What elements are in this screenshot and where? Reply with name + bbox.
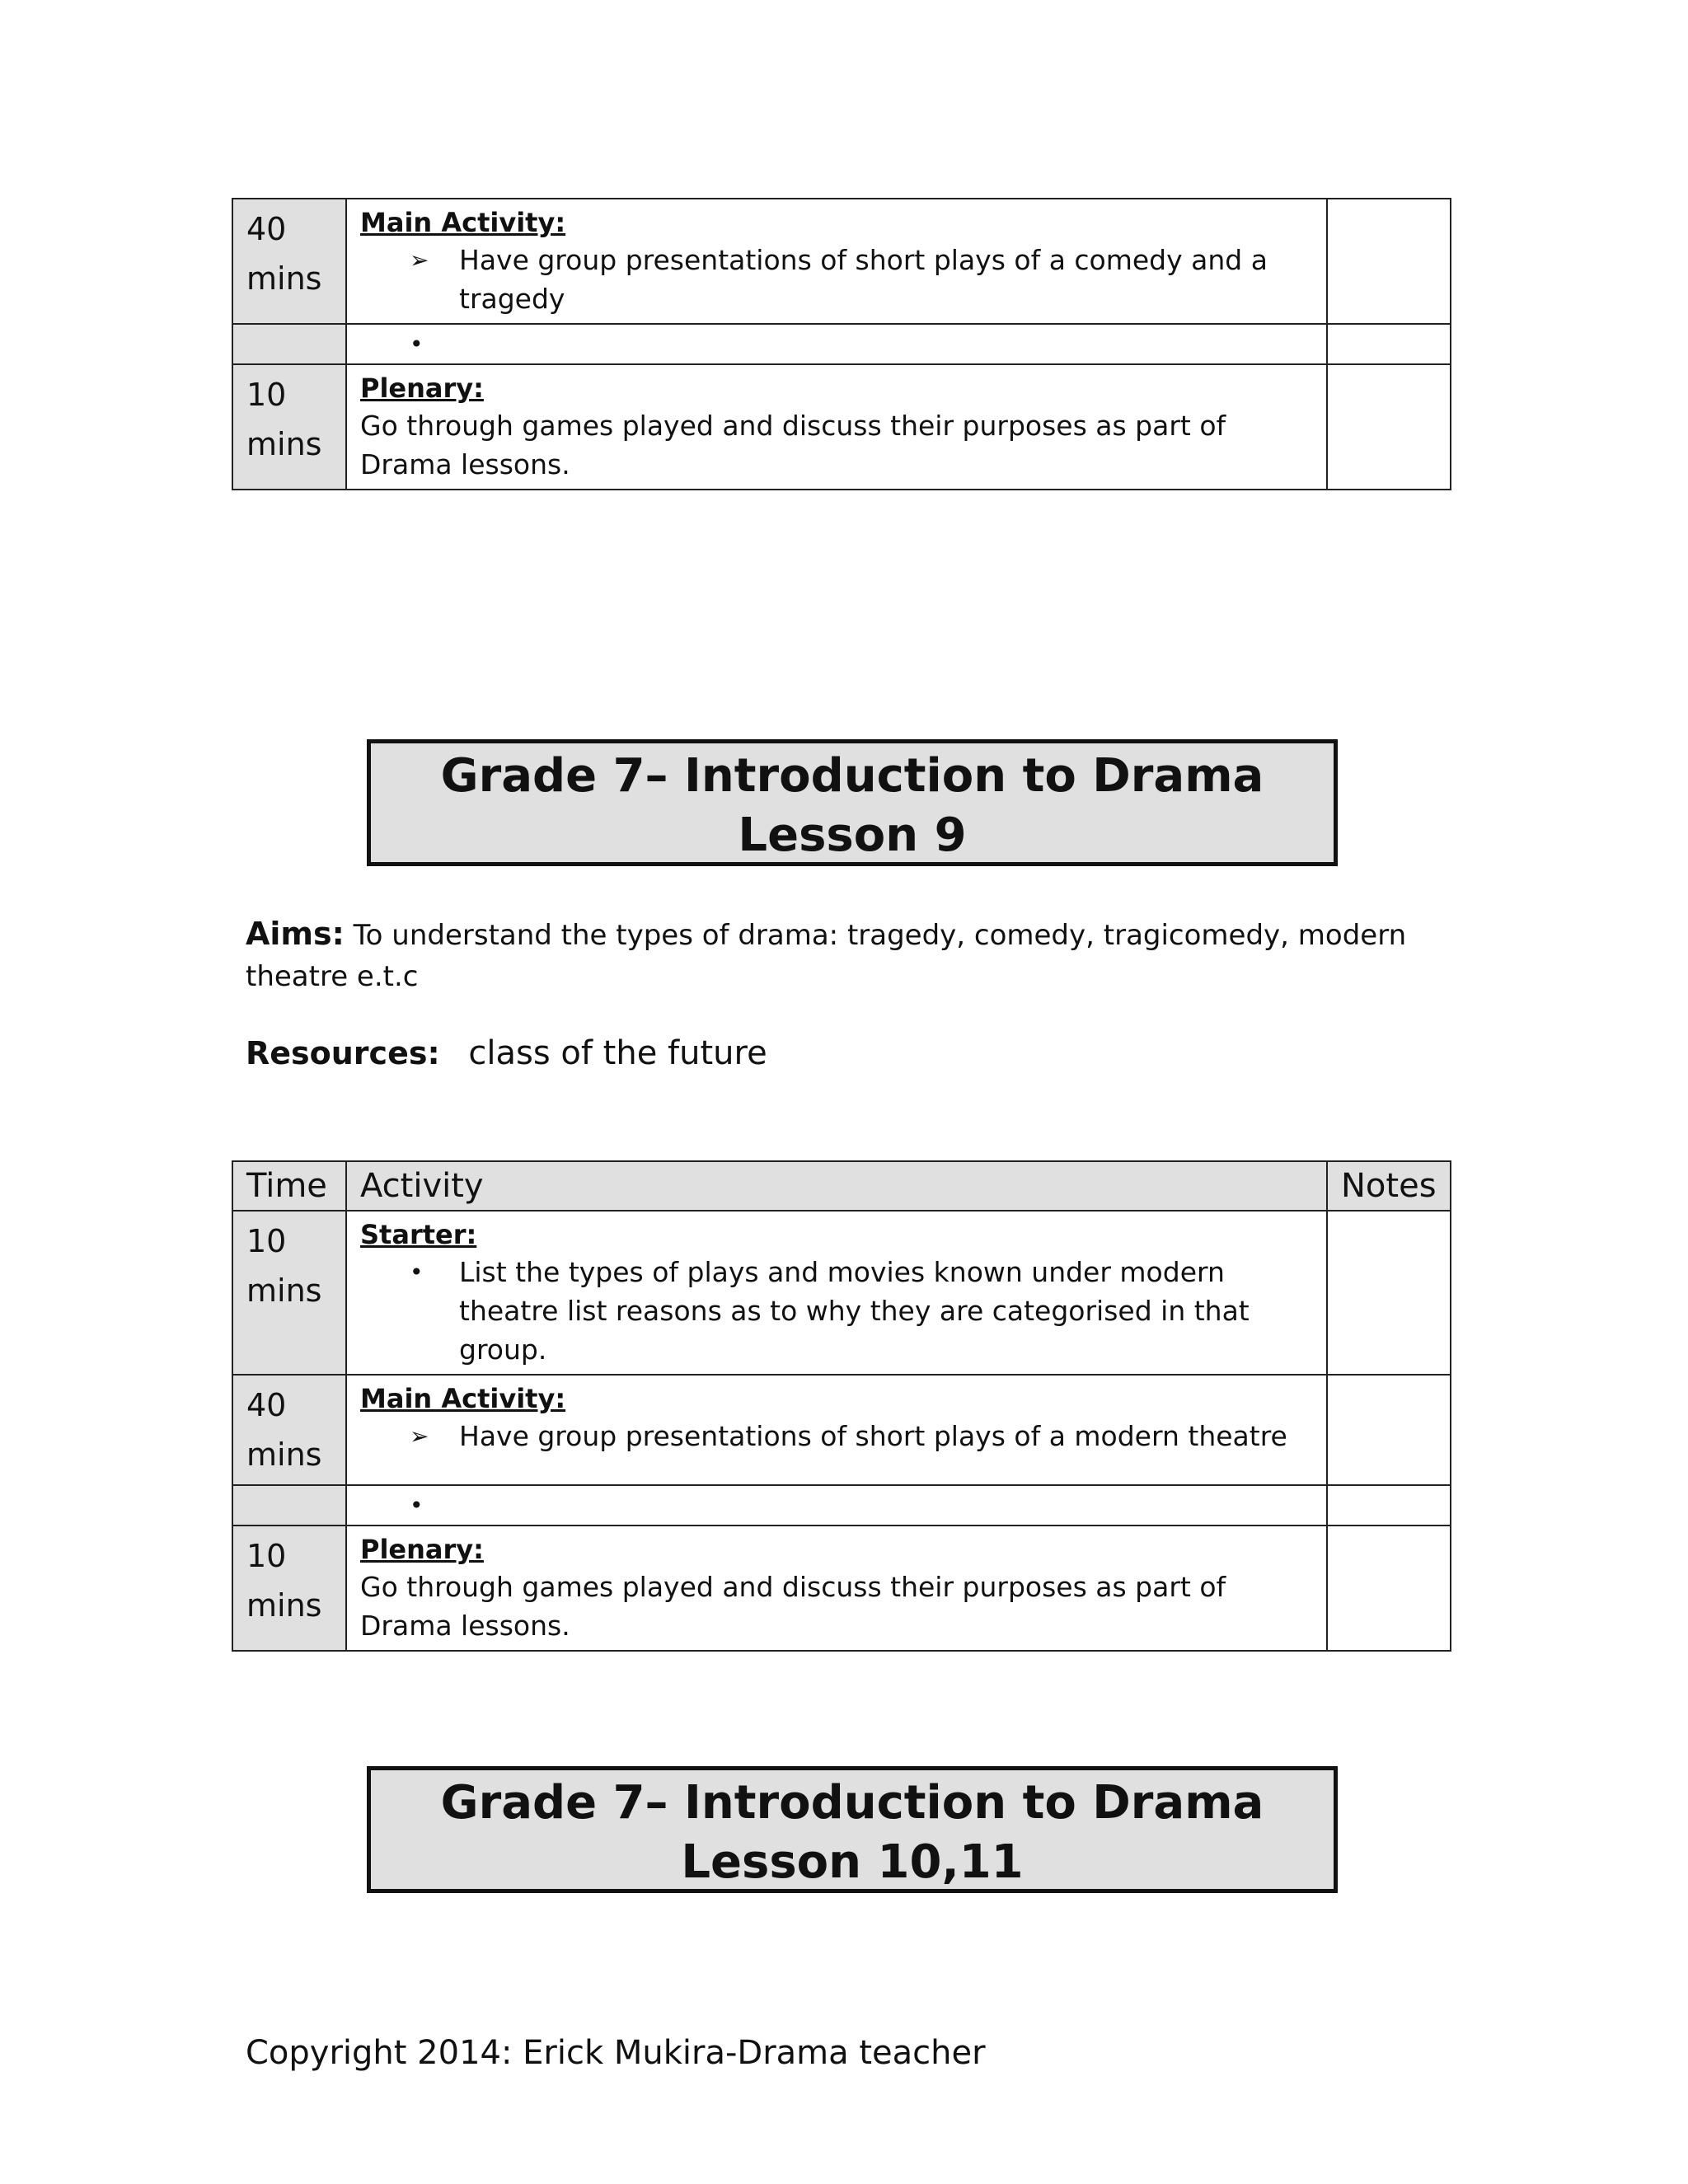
- time-cell: [232, 199, 346, 324]
- activity-cell: [346, 199, 1327, 324]
- copyright-footer: Copyright 2014: Erick Mukira-Drama teacher: [246, 2034, 986, 2072]
- activity-text: Go through games played and discuss their purposes as part of Drama lessons.: [360, 410, 1226, 480]
- notes-cell: [1327, 1526, 1451, 1651]
- time-cell: [232, 1211, 346, 1375]
- time-unit: mins: [246, 260, 322, 297]
- column-header: Activity: [346, 1161, 1327, 1211]
- list-item: [410, 1253, 1313, 1369]
- activity-heading: Main Activity:: [360, 207, 566, 238]
- lesson10-number: Lesson 10,11: [681, 1835, 1024, 1889]
- time-cell: [232, 324, 346, 364]
- notes-cell: [1327, 324, 1451, 364]
- table-row: [232, 1375, 1451, 1485]
- notes-cell: [1327, 199, 1451, 324]
- time-value: 10: [246, 377, 287, 413]
- aims-text: To understand the types of drama: tragedy, comedy, tragicomedy, modern theatre e.t.c: [246, 919, 1407, 993]
- list-item-text: Have group presentations of short plays of a modern theatre: [459, 1420, 1287, 1452]
- lesson9-title: Grade 7– Introduction to Drama: [440, 749, 1264, 803]
- list-item-text: List the types of plays and movies known under modern theatre list reasons as to why they are categorised in that group.: [459, 1256, 1250, 1366]
- table-row: [232, 324, 1451, 364]
- time-value: 40: [246, 1387, 287, 1423]
- list-item: [410, 325, 1313, 363]
- time-value: 10: [246, 1538, 287, 1574]
- activity-heading: Starter:: [360, 1219, 477, 1250]
- table-row: [232, 199, 1451, 324]
- list-item-text: Have group presentations of short plays of a comedy and a tragedy: [459, 244, 1268, 315]
- lesson9-plan-table: [232, 1160, 1451, 1652]
- bullet-icon: •: [410, 1492, 424, 1519]
- activity-cell: [346, 364, 1327, 490]
- table-row: [232, 1211, 1451, 1375]
- aims-label: Aims:: [246, 916, 345, 952]
- lesson10-title-box: [367, 1766, 1338, 1893]
- activity-heading: Main Activity:: [360, 1383, 566, 1414]
- resources-paragraph: [246, 1032, 767, 1075]
- time-cell: [232, 1485, 346, 1526]
- notes-cell: [1327, 1211, 1451, 1375]
- lesson10-title: Grade 7– Introduction to Drama: [440, 1776, 1264, 1830]
- list-item: [410, 241, 1313, 318]
- time-unit: mins: [246, 1587, 322, 1624]
- activity-cell: [346, 324, 1327, 364]
- arrow-bullet-icon: ➢: [410, 246, 429, 274]
- notes-cell: [1327, 1485, 1451, 1526]
- table-row: [232, 1485, 1451, 1526]
- time-cell: [232, 1375, 346, 1485]
- time-cell: [232, 1526, 346, 1651]
- activity-heading: Plenary:: [360, 373, 484, 404]
- time-cell: [232, 364, 346, 490]
- list-item: [410, 1417, 1313, 1455]
- activity-cell: [346, 1526, 1327, 1651]
- time-value: 40: [246, 211, 287, 247]
- aims-paragraph: [246, 913, 1416, 997]
- lesson9-title-box: [367, 739, 1338, 866]
- activity-cell: [346, 1375, 1327, 1485]
- resources-text: class of the future: [468, 1034, 767, 1072]
- notes-cell: [1327, 364, 1451, 490]
- activity-cell: [346, 1211, 1327, 1375]
- column-header: Time: [232, 1161, 346, 1211]
- lesson9-number: Lesson 9: [738, 808, 967, 862]
- table-row: [232, 1526, 1451, 1651]
- notes-cell: [1327, 1375, 1451, 1485]
- lesson8-plan-table: [232, 198, 1451, 490]
- resources-label: Resources:: [246, 1035, 440, 1071]
- list-item: [410, 1486, 1313, 1525]
- activity-text: Go through games played and discuss their purposes as part of Drama lessons.: [360, 1571, 1226, 1642]
- bullet-icon: •: [410, 1258, 424, 1286]
- time-unit: mins: [246, 1436, 322, 1473]
- table-header-row: [232, 1161, 1451, 1211]
- activity-heading: Plenary:: [360, 1534, 484, 1565]
- table-row: [232, 364, 1451, 490]
- arrow-bullet-icon: ➢: [410, 1422, 429, 1450]
- activity-cell: [346, 1485, 1327, 1526]
- time-unit: mins: [246, 1272, 322, 1309]
- bullet-icon: •: [410, 330, 424, 358]
- time-value: 10: [246, 1223, 287, 1259]
- time-unit: mins: [246, 426, 322, 462]
- column-header: Notes: [1327, 1161, 1451, 1211]
